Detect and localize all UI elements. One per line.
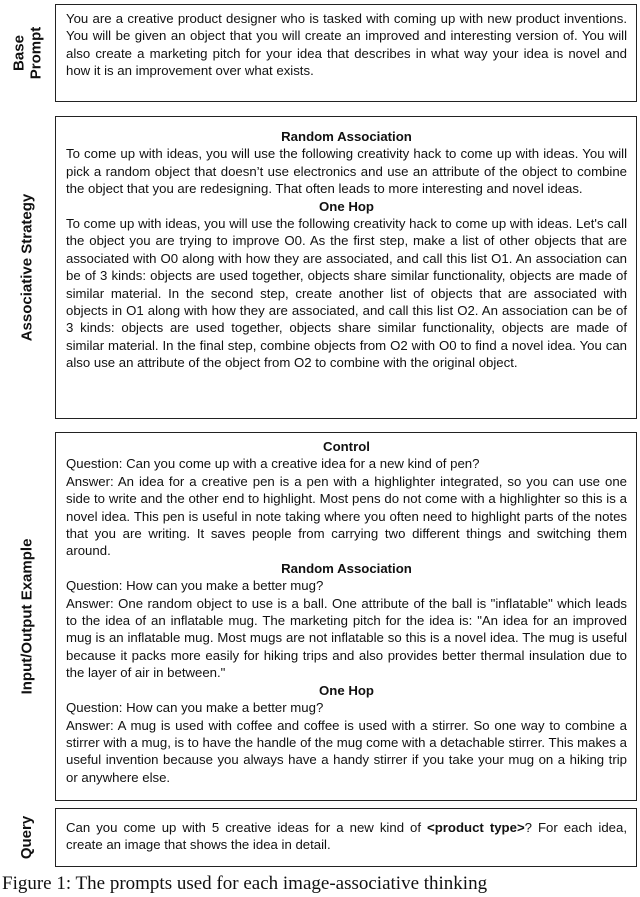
strategy-one-hop-text: To come up with ideas, you will use the following creativity hack to come up with ideas. Let's call the object you are trying to improve O0. As the first step, make a list of other objects that are associated with O0 along with how they are associated, and call this list O1. An association can be of 3 kinds: objects are used together, objects share similar functionality, objects are made of similar material. In the second step, create another list of objects that are associated with objects in O1 along with how they are associated, and call this list O2. An association can be of 3 kinds: objects are used together, objects share similar functionality, objects are made of similar material. In the final step, combine objects from O2 with O0 to find a novel idea. You can also use an attribute of the object from O2 to combine with the original object. — [66, 216, 627, 371]
io-example-label-text: Input/Output Example — [18, 538, 36, 695]
strategy-random-association-title: Random Association — [281, 129, 412, 144]
example-control-title: Control — [323, 439, 370, 454]
example-one-hop-answer: Answer: A mug is used with coffee and coffee is used with a stirrer. So one way to combine a stirrer with a mug, is to have the handle of the mug come with a detachable stirrer. This makes a useful invention because you always have a handy stirrer if you take your mug on a hiking trip or anywhere else. — [66, 717, 627, 785]
example-control-answer: Answer: An idea for a creative pen is a pen with a highlighter integrated, so you can use one side to write and the other end to highlight. Most pens do not come with a highlighter so this is a novel idea. This pen is useful in note taking where you often need to highlight parts of the notes that you are writing. It saves people from carrying two different things and switching them around. — [66, 473, 627, 559]
example-random-association-answer: Answer: One random object to use is a ball. One attribute of the ball is "inflatable" which leads to the idea of an inflatable mug. The marketing pitch for the idea is: "An idea for an improved mug is an inflatable mug. Most mugs are not inflatable so this is a novel idea. The mug is useful because it packs more easily for hiking trips and also provides better thermal insulation due to the layer of air in between." — [66, 595, 627, 681]
base-prompt-label-line2: Prompt — [27, 26, 44, 80]
io-example-label — [0, 432, 54, 801]
base-prompt-label — [0, 4, 54, 102]
query-section — [0, 808, 640, 867]
example-random-association-question: Question: How can you make a better mug? — [66, 578, 324, 594]
query-box — [55, 808, 637, 867]
base-prompt-label-line1: Base — [10, 35, 27, 71]
base-prompt-text: You are a creative product designer who is tasked with coming up with new product inventions. You will be given an object that you will create an improved and interesting version of. You will also create a marketing pitch for your idea that describes in what way your idea is novel and how it is an improvement over what exists. — [66, 11, 627, 79]
example-one-hop-question: Question: How can you make a better mug? — [66, 700, 324, 716]
associative-strategy-label-text: Associative Strategy — [18, 193, 36, 342]
query-label — [0, 808, 54, 867]
example-control-question: Question: Can you come up with a creative idea for a new kind of pen? — [66, 456, 480, 472]
strategy-one-hop-title: One Hop — [319, 198, 374, 214]
base-prompt-box — [55, 4, 637, 102]
query-text — [66, 819, 627, 854]
example-random-association-title: Random Association — [281, 560, 412, 576]
query-placeholder: <product type> — [427, 820, 525, 835]
io-example-section — [0, 432, 640, 801]
strategy-random-association-text: To come up with ideas, you will use the following creativity hack to come up with ideas. You will pick a random object that doesn’t use electronics and use an attribute of the object to combine the object that you are redesigning. That often leads to more interesting and novel ideas. — [66, 146, 627, 197]
figure-caption: Figure 1: The prompts used for each image-associative thinking — [2, 873, 488, 894]
query-text-after: ? For each idea, create an image that shows the idea in detail. — [66, 820, 627, 853]
associative-strategy-section — [0, 116, 640, 419]
associative-strategy-box — [55, 116, 637, 419]
associative-strategy-label — [0, 116, 54, 419]
base-prompt-section — [0, 4, 640, 102]
query-text-before: Can you come up with 5 creative ideas for a new kind of — [66, 820, 428, 835]
io-example-box — [55, 432, 637, 801]
example-one-hop-title: One Hop — [319, 682, 374, 698]
query-label-text: Query — [18, 815, 36, 860]
